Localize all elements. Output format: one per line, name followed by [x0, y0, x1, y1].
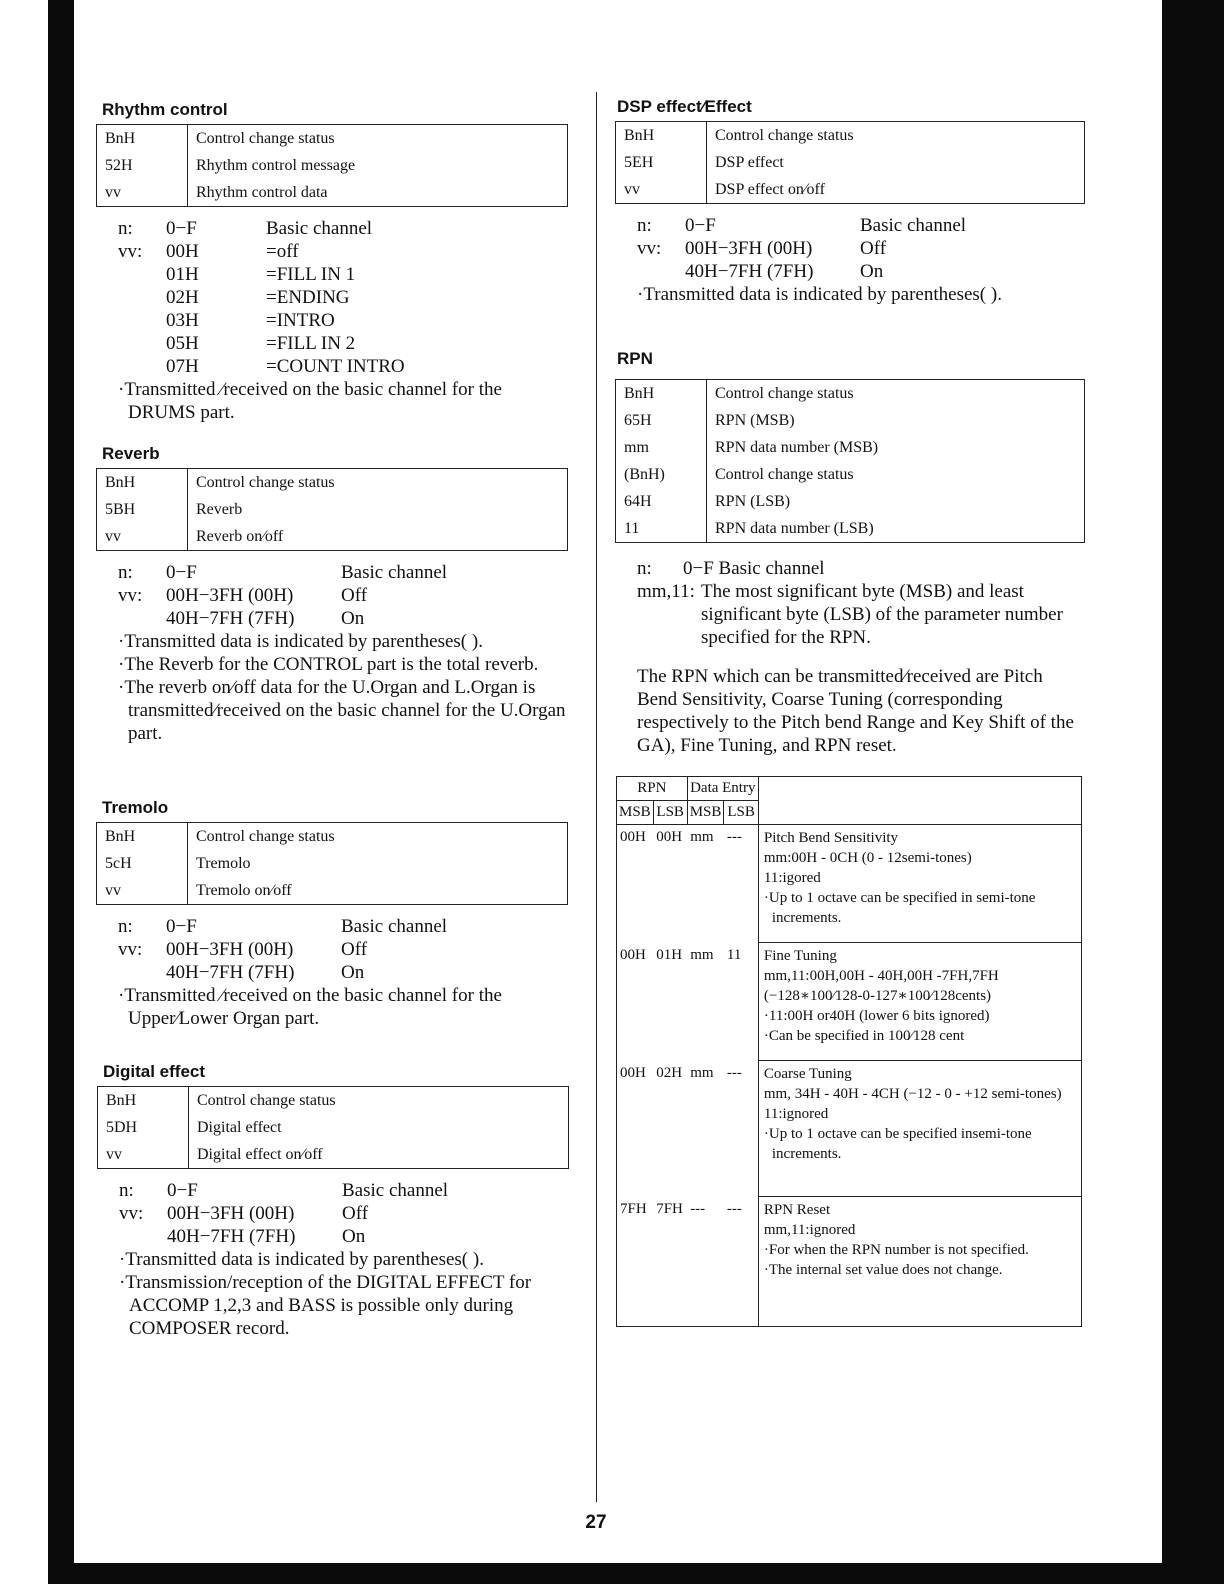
- table-row: BnH Control change status: [98, 1087, 569, 1115]
- digital-note: ·Transmission/reception of the DIGITAL EFFECT for ACCOMP 1,2,3 and BASS is possible only during COMPOSER record.: [119, 1272, 532, 1339]
- rpn-section: [615, 349, 1085, 757]
- table-row: mm RPN data number (MSB): [616, 434, 1085, 461]
- table-row: (BnH) Control change status: [616, 461, 1085, 488]
- table-row: 7FH 7FH --- --- RPN Reset mm,11:ignored ·For when the RPN number is not specified. ·The internal set value does not change.: [617, 1197, 1082, 1327]
- reverb-note: ·The reverb on∕off data for the U.Organ and L.Organ is transmitted∕received on the basic channel for the U.Organ part.: [118, 677, 566, 744]
- reverb-params: n: 0−F Basic channel vv: 00H−3FH (00H) Off 40H−7FH (7FH) On: [118, 562, 448, 629]
- page-number: 27: [585, 1512, 607, 1533]
- table-header-row: MSB LSB MSB LSB: [617, 801, 1082, 825]
- rhythm-table: [96, 124, 568, 207]
- table-row: BnH Control change status: [97, 469, 568, 497]
- reverb-note: ·The Reverb for the CONTROL part is the total reverb.: [118, 654, 539, 675]
- table-row: 52H Rhythm control message: [97, 152, 568, 179]
- dsp-params: n: 0−F Basic channel vv: 00H−3FH (00H) Off 40H−7FH (7FH) On: [637, 215, 967, 282]
- table-row: 65H RPN (MSB): [616, 407, 1085, 434]
- dsp-table: [615, 121, 1085, 204]
- table-row: BnH Control change status: [97, 823, 568, 851]
- table-row: 11 RPN data number (LSB): [616, 515, 1085, 543]
- rhythm-params: n: 0−F Basic channel vv: 00H =off 01H =FILL IN 1 02H =ENDING 03H =INTRO 05H =FILL IN 2 07H =COUNT INTRO: [118, 218, 405, 377]
- table-row: 00H 02H mm --- Coarse Tuning mm, 34H - 40H - 4CH (−12 - 0 - +12 semi-tones) 11:ignored ·Up to 1 octave can be specified insemi-tone increments.: [617, 1061, 1082, 1197]
- reverb-title: Reverb: [102, 444, 160, 463]
- rpn-msg-table: [615, 379, 1085, 543]
- table-row: 00H 00H mm --- Pitch Bend Sensitivity mm:00H - 0CH (0 - 12semi-tones) 11:igored ·Up to 1 octave can be specified in semi-tone increments.: [617, 825, 1082, 943]
- reverb-table: [96, 468, 568, 551]
- table-row: vv Tremolo on∕off: [97, 877, 568, 905]
- rhythm-section: [96, 100, 568, 424]
- table-row: 5DH Digital effect: [98, 1114, 569, 1141]
- table-row: vv DSP effect on∕off: [616, 176, 1085, 204]
- table-row: BnH Control change status: [97, 125, 568, 153]
- digital-note: ·Transmitted data is indicated by parentheses( ).: [119, 1249, 484, 1270]
- table-row: BnH Control change status: [616, 122, 1085, 150]
- dsp-note: ·Transmitted data is indicated by parentheses( ).: [637, 284, 1002, 305]
- rpn-title: RPN: [617, 349, 653, 368]
- table-row: BnH Control change status: [616, 380, 1085, 408]
- table-row: 5EH DSP effect: [616, 149, 1085, 176]
- table-header-row: RPN Data Entry: [617, 777, 1082, 801]
- tremolo-title: Tremolo: [102, 798, 169, 817]
- table-row: vv Digital effect on∕off: [98, 1141, 569, 1169]
- table-row: 5BH Reverb: [97, 496, 568, 523]
- table-row: 00H 01H mm 11 Fine Tuning mm,11:00H,00H - 40H,00H -7FH,7FH (−128∗100∕128-0-127∗100∕128cents) ·11:00H or40H (lower 6 bits ignored) ·Can be specified in 100∕128 cent: [617, 943, 1082, 1061]
- table-row: vv Reverb on∕off: [97, 523, 568, 551]
- table-row: 5cH Tremolo: [97, 850, 568, 877]
- reverb-section: [96, 444, 568, 745]
- scan-edge-left: [48, 0, 74, 1584]
- tremolo-table: [96, 822, 568, 905]
- tremolo-note: ·Transmitted ∕received on the basic channel for the Upper∕Lower Organ part.: [118, 985, 502, 1029]
- scan-edge-right: [1162, 0, 1224, 1584]
- column-divider: [596, 92, 597, 1502]
- table-row: vv Rhythm control data: [97, 179, 568, 207]
- dsp-title: DSP effect∕Effect: [617, 97, 752, 116]
- digital-title: Digital effect: [103, 1062, 206, 1081]
- rpn-data-table: [616, 776, 1082, 1327]
- rpn-paragraph: The RPN which can be transmitted∕received are Pitch Bend Sensitivity, Coarse Tuning (corresponding respectively to the Pitch bend Range and Key Shift of the GA), Fine Tuning, and RPN reset.: [637, 666, 1074, 756]
- table-row: 64H RPN (LSB): [616, 488, 1085, 515]
- rhythm-note: ·Transmitted ∕received on the basic channel for the DRUMS part.: [118, 379, 502, 423]
- reverb-note: ·Transmitted data is indicated by parentheses( ).: [118, 631, 483, 652]
- digital-params: n: 0−F Basic channel vv: 00H−3FH (00H) Off 40H−7FH (7FH) On: [119, 1180, 449, 1247]
- dsp-section: [615, 97, 1085, 306]
- tremolo-params: n: 0−F Basic channel vv: 00H−3FH (00H) Off 40H−7FH (7FH) On: [118, 916, 448, 983]
- digital-table: [97, 1086, 569, 1169]
- tremolo-section: [96, 798, 568, 1030]
- digital-section: [97, 1062, 569, 1340]
- rhythm-title: Rhythm control: [102, 100, 228, 119]
- rpn-params: n: 0−F Basic channel mm,11: The most significant byte (MSB) and least significant byte (LSB) of the parameter number specified for the RPN.: [637, 558, 1063, 648]
- scan-edge-bottom: [48, 1563, 1224, 1584]
